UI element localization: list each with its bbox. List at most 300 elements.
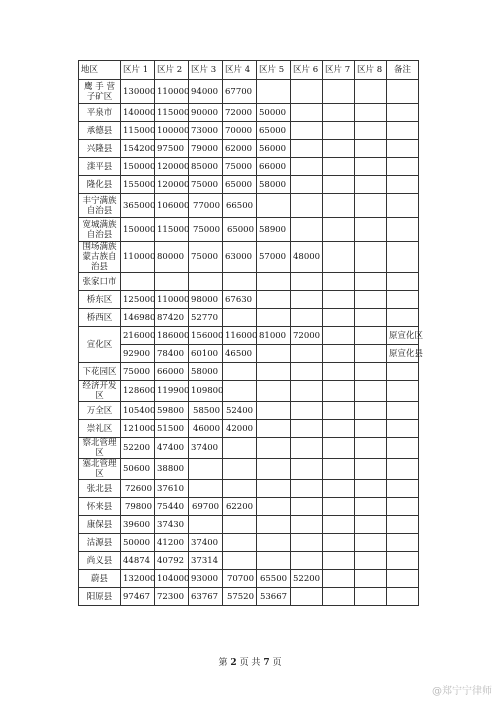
price-cell bbox=[355, 402, 387, 420]
price-cell bbox=[291, 420, 323, 438]
price-cell bbox=[291, 534, 323, 552]
note-cell bbox=[387, 122, 419, 140]
column-header: 区片 6 bbox=[291, 61, 323, 80]
note-cell bbox=[387, 158, 419, 176]
price-cell: 109800 bbox=[189, 381, 223, 402]
price-cell: 115000 bbox=[155, 218, 189, 242]
region-cell: 尚义县 bbox=[79, 552, 121, 570]
price-cell bbox=[323, 218, 355, 242]
price-cell bbox=[223, 438, 257, 459]
table-row bbox=[79, 140, 419, 158]
note-cell bbox=[387, 218, 419, 242]
price-cell bbox=[291, 516, 323, 534]
table-row bbox=[79, 552, 419, 570]
price-cell bbox=[355, 438, 387, 459]
price-cell bbox=[323, 516, 355, 534]
price-cell bbox=[223, 516, 257, 534]
price-cell bbox=[323, 194, 355, 218]
price-cell: 38800 bbox=[155, 459, 189, 480]
price-cell: 98000 bbox=[189, 291, 223, 309]
price-cell: 67700 bbox=[223, 80, 257, 104]
price-cell bbox=[189, 480, 223, 498]
region-cell: 丰宁满族 自治县 bbox=[79, 194, 121, 218]
note-cell bbox=[387, 291, 419, 309]
watermark-text: @郑宁宁律师 bbox=[432, 686, 492, 697]
note-cell bbox=[387, 80, 419, 104]
footer-page-number: 2 bbox=[230, 658, 237, 668]
price-cell: 37314 bbox=[189, 552, 223, 570]
price-cell bbox=[291, 552, 323, 570]
price-cell bbox=[223, 459, 257, 480]
table-row bbox=[79, 534, 419, 552]
note-cell bbox=[387, 309, 419, 327]
price-cell: 75000 bbox=[223, 158, 257, 176]
price-cell: 66500 bbox=[223, 194, 257, 218]
column-header: 区片 2 bbox=[155, 61, 189, 80]
price-cell bbox=[323, 588, 355, 606]
price-cell bbox=[291, 80, 323, 104]
price-cell bbox=[223, 534, 257, 552]
footer-total-pages: 7 bbox=[263, 658, 270, 668]
price-cell: 100000 bbox=[155, 122, 189, 140]
price-cell bbox=[323, 327, 355, 345]
price-cell: 66000 bbox=[257, 158, 291, 176]
price-cell bbox=[223, 480, 257, 498]
price-cell: 50600 bbox=[121, 459, 155, 480]
price-cell: 37400 bbox=[189, 438, 223, 459]
table-row bbox=[79, 516, 419, 534]
region-cell: 桥西区 bbox=[79, 309, 121, 327]
price-cell: 67630 bbox=[223, 291, 257, 309]
note-cell: 原宣化区 bbox=[387, 327, 419, 345]
region-cell: 沽源县 bbox=[79, 534, 121, 552]
table-row bbox=[79, 459, 419, 480]
region-cell: 阳原县 bbox=[79, 588, 121, 606]
price-cell bbox=[257, 345, 291, 363]
table-row bbox=[79, 309, 419, 327]
note-cell bbox=[387, 402, 419, 420]
region-cell: 下花园区 bbox=[79, 363, 121, 381]
price-cell bbox=[355, 242, 387, 273]
price-cell: 72000 bbox=[291, 327, 323, 345]
column-header: 区片 7 bbox=[323, 61, 355, 80]
price-cell: 48000 bbox=[291, 242, 323, 273]
note-cell bbox=[387, 588, 419, 606]
price-cell: 150000 bbox=[121, 218, 155, 242]
price-cell bbox=[323, 570, 355, 588]
price-cell bbox=[257, 309, 291, 327]
price-cell: 90000 bbox=[189, 104, 223, 122]
price-cell: 60100 bbox=[189, 345, 223, 363]
price-cell: 132000 bbox=[121, 570, 155, 588]
price-cell bbox=[291, 363, 323, 381]
region-cell: 兴隆县 bbox=[79, 140, 121, 158]
region-cell: 围场满族蒙古族自治县 bbox=[79, 242, 121, 273]
price-cell bbox=[323, 122, 355, 140]
price-cell bbox=[355, 309, 387, 327]
price-cell: 58000 bbox=[189, 363, 223, 381]
note-cell bbox=[387, 363, 419, 381]
price-cell: 62000 bbox=[223, 140, 257, 158]
price-cell: 65500 bbox=[257, 570, 291, 588]
price-cell bbox=[223, 273, 257, 291]
price-cell bbox=[257, 273, 291, 291]
region-cell: 鹰 手 营子矿区 bbox=[79, 80, 121, 104]
price-cell: 70700 bbox=[223, 570, 257, 588]
price-cell: 120000 bbox=[155, 158, 189, 176]
region-cell: 经济开发区 bbox=[79, 381, 121, 402]
region-cell: 蔚县 bbox=[79, 570, 121, 588]
region-cell: 承德县 bbox=[79, 122, 121, 140]
price-cell bbox=[223, 381, 257, 402]
footer-middle: 页 共 bbox=[239, 658, 261, 668]
note-cell bbox=[387, 516, 419, 534]
price-cell bbox=[291, 498, 323, 516]
price-cell bbox=[355, 80, 387, 104]
price-cell: 46500 bbox=[223, 345, 257, 363]
price-cell: 119900 bbox=[155, 381, 189, 402]
price-cell: 57520 bbox=[223, 588, 257, 606]
table-row bbox=[79, 122, 419, 140]
price-cell: 116000 bbox=[223, 327, 257, 345]
price-cell: 72000 bbox=[223, 104, 257, 122]
price-cell: 75440 bbox=[155, 498, 189, 516]
price-cell: 150000 bbox=[121, 158, 155, 176]
note-cell bbox=[387, 420, 419, 438]
price-cell: 87420 bbox=[155, 309, 189, 327]
price-cell: 52770 bbox=[189, 309, 223, 327]
price-cell bbox=[323, 363, 355, 381]
price-cell: 37610 bbox=[155, 480, 189, 498]
price-cell bbox=[355, 218, 387, 242]
table-row bbox=[79, 104, 419, 122]
price-cell: 154200 bbox=[121, 140, 155, 158]
region-cell: 滦平县 bbox=[79, 158, 121, 176]
price-cell bbox=[189, 516, 223, 534]
price-cell bbox=[291, 194, 323, 218]
price-cell: 120000 bbox=[155, 176, 189, 194]
price-cell bbox=[257, 552, 291, 570]
note-cell bbox=[387, 194, 419, 218]
price-cell bbox=[257, 498, 291, 516]
price-cell bbox=[291, 345, 323, 363]
price-cell: 146980 bbox=[121, 309, 155, 327]
price-cell bbox=[257, 80, 291, 104]
page-footer bbox=[0, 655, 500, 668]
price-cell bbox=[121, 273, 155, 291]
price-cell: 186000 bbox=[155, 327, 189, 345]
column-header: 区片 5 bbox=[257, 61, 291, 80]
price-cell: 156000 bbox=[189, 327, 223, 345]
price-cell bbox=[257, 459, 291, 480]
price-cell bbox=[323, 480, 355, 498]
price-cell bbox=[323, 140, 355, 158]
region-cell: 隆化县 bbox=[79, 176, 121, 194]
note-cell bbox=[387, 242, 419, 273]
price-cell bbox=[257, 291, 291, 309]
price-cell: 130000 bbox=[121, 80, 155, 104]
table-row bbox=[79, 194, 419, 218]
price-cell bbox=[323, 498, 355, 516]
price-cell: 128600 bbox=[121, 381, 155, 402]
price-cell: 81000 bbox=[257, 327, 291, 345]
table-row bbox=[79, 158, 419, 176]
note-cell bbox=[387, 438, 419, 459]
price-cell bbox=[257, 534, 291, 552]
price-cell bbox=[291, 381, 323, 402]
price-cell bbox=[355, 516, 387, 534]
price-cell: 59800 bbox=[155, 402, 189, 420]
table-row bbox=[79, 327, 419, 345]
price-cell bbox=[291, 459, 323, 480]
price-cell bbox=[355, 176, 387, 194]
price-cell: 39600 bbox=[121, 516, 155, 534]
price-cell bbox=[355, 104, 387, 122]
table-row bbox=[79, 80, 419, 104]
price-cell bbox=[257, 194, 291, 218]
price-cell: 85000 bbox=[189, 158, 223, 176]
region-cell: 张家口市 bbox=[79, 273, 121, 291]
price-cell bbox=[355, 273, 387, 291]
price-cell bbox=[355, 570, 387, 588]
column-header: 区片 3 bbox=[189, 61, 223, 80]
price-cell: 125000 bbox=[121, 291, 155, 309]
price-cell: 80000 bbox=[155, 242, 189, 273]
price-cell bbox=[355, 381, 387, 402]
footer-suffix: 页 bbox=[272, 658, 282, 668]
note-cell bbox=[387, 552, 419, 570]
column-header: 区片 4 bbox=[223, 61, 257, 80]
table-row bbox=[79, 345, 419, 363]
price-cell bbox=[291, 122, 323, 140]
price-cell bbox=[323, 104, 355, 122]
price-cell bbox=[223, 363, 257, 381]
price-cell: 57000 bbox=[257, 242, 291, 273]
table-row bbox=[79, 218, 419, 242]
price-cell bbox=[355, 552, 387, 570]
table-row bbox=[79, 176, 419, 194]
price-cell bbox=[355, 534, 387, 552]
price-cell: 115000 bbox=[121, 122, 155, 140]
note-cell bbox=[387, 140, 419, 158]
price-cell: 72300 bbox=[155, 588, 189, 606]
price-cell: 140000 bbox=[121, 104, 155, 122]
note-cell bbox=[387, 480, 419, 498]
price-cell: 53667 bbox=[257, 588, 291, 606]
price-cell: 365000 bbox=[121, 194, 155, 218]
region-cell: 察北管理区 bbox=[79, 438, 121, 459]
price-cell: 58900 bbox=[257, 218, 291, 242]
region-cell: 康保县 bbox=[79, 516, 121, 534]
price-cell bbox=[355, 459, 387, 480]
price-cell bbox=[257, 402, 291, 420]
price-cell bbox=[257, 480, 291, 498]
price-cell: 106000 bbox=[155, 194, 189, 218]
price-cell bbox=[355, 420, 387, 438]
price-cell: 75000 bbox=[189, 242, 223, 273]
price-cell: 66000 bbox=[155, 363, 189, 381]
price-cell: 110000 bbox=[155, 80, 189, 104]
price-cell: 65000 bbox=[223, 176, 257, 194]
price-cell: 92900 bbox=[121, 345, 155, 363]
price-cell bbox=[257, 381, 291, 402]
table-row bbox=[79, 480, 419, 498]
price-cell bbox=[323, 176, 355, 194]
price-cell bbox=[355, 345, 387, 363]
table-row bbox=[79, 498, 419, 516]
price-cell bbox=[323, 438, 355, 459]
note-cell bbox=[387, 459, 419, 480]
table-row bbox=[79, 363, 419, 381]
price-cell bbox=[323, 420, 355, 438]
footer-prefix: 第 bbox=[218, 658, 228, 668]
price-cell: 65000 bbox=[223, 218, 257, 242]
price-cell: 63000 bbox=[223, 242, 257, 273]
price-cell bbox=[291, 588, 323, 606]
price-cell: 155000 bbox=[121, 176, 155, 194]
price-cell bbox=[155, 273, 189, 291]
note-cell bbox=[387, 534, 419, 552]
price-cell bbox=[291, 480, 323, 498]
price-cell: 40792 bbox=[155, 552, 189, 570]
table-row bbox=[79, 273, 419, 291]
note-cell: 原宣化县 bbox=[387, 345, 419, 363]
price-cell bbox=[257, 438, 291, 459]
table-row bbox=[79, 570, 419, 588]
price-cell: 79800 bbox=[121, 498, 155, 516]
price-cell: 115000 bbox=[155, 104, 189, 122]
land-price-table-page bbox=[78, 60, 424, 606]
price-cell: 52400 bbox=[223, 402, 257, 420]
price-cell: 50000 bbox=[257, 104, 291, 122]
price-cell: 46000 bbox=[189, 420, 223, 438]
note-cell bbox=[387, 570, 419, 588]
table-row bbox=[79, 402, 419, 420]
table-row bbox=[79, 242, 419, 273]
price-cell: 110000 bbox=[155, 291, 189, 309]
price-cell bbox=[291, 309, 323, 327]
price-cell: 93000 bbox=[189, 570, 223, 588]
price-cell: 70000 bbox=[223, 122, 257, 140]
price-cell: 37430 bbox=[155, 516, 189, 534]
note-cell bbox=[387, 104, 419, 122]
price-cell bbox=[257, 363, 291, 381]
price-cell bbox=[323, 80, 355, 104]
column-header: 区片 1 bbox=[121, 61, 155, 80]
note-cell bbox=[387, 498, 419, 516]
price-cell bbox=[355, 122, 387, 140]
region-cell: 桥东区 bbox=[79, 291, 121, 309]
price-cell bbox=[355, 588, 387, 606]
price-cell bbox=[257, 516, 291, 534]
price-cell bbox=[223, 309, 257, 327]
price-cell bbox=[291, 218, 323, 242]
price-cell bbox=[323, 309, 355, 327]
price-cell bbox=[323, 273, 355, 291]
region-cell: 宣化区 bbox=[79, 327, 121, 363]
price-cell: 110000 bbox=[121, 242, 155, 273]
table-row bbox=[79, 588, 419, 606]
price-cell bbox=[291, 176, 323, 194]
price-cell: 72600 bbox=[121, 480, 155, 498]
price-cell: 58000 bbox=[257, 176, 291, 194]
price-cell bbox=[291, 273, 323, 291]
price-cell bbox=[323, 291, 355, 309]
price-cell bbox=[323, 534, 355, 552]
table-row bbox=[79, 438, 419, 459]
price-cell bbox=[291, 402, 323, 420]
region-cell: 怀来县 bbox=[79, 498, 121, 516]
price-cell bbox=[355, 291, 387, 309]
price-cell bbox=[223, 552, 257, 570]
note-cell bbox=[387, 273, 419, 291]
price-cell bbox=[355, 363, 387, 381]
region-cell: 张北县 bbox=[79, 480, 121, 498]
region-cell: 宽城满族 自治县 bbox=[79, 218, 121, 242]
price-cell bbox=[323, 402, 355, 420]
region-cell: 崇礼区 bbox=[79, 420, 121, 438]
price-cell bbox=[355, 480, 387, 498]
price-cell bbox=[291, 104, 323, 122]
table-row bbox=[79, 420, 419, 438]
price-cell: 52200 bbox=[121, 438, 155, 459]
column-header: 地区 bbox=[79, 61, 121, 80]
price-cell: 216000 bbox=[121, 327, 155, 345]
table-row bbox=[79, 291, 419, 309]
price-cell: 79000 bbox=[189, 140, 223, 158]
note-cell bbox=[387, 176, 419, 194]
price-cell: 97467 bbox=[121, 588, 155, 606]
price-cell bbox=[291, 158, 323, 176]
price-cell: 73000 bbox=[189, 122, 223, 140]
price-cell: 94000 bbox=[189, 80, 223, 104]
region-cell: 万全区 bbox=[79, 402, 121, 420]
price-cell: 37400 bbox=[189, 534, 223, 552]
price-cell: 75000 bbox=[121, 363, 155, 381]
price-cell: 50000 bbox=[121, 534, 155, 552]
price-cell: 105400 bbox=[121, 402, 155, 420]
price-cell: 77000 bbox=[189, 194, 223, 218]
price-cell: 44874 bbox=[121, 552, 155, 570]
price-cell bbox=[323, 242, 355, 273]
price-cell: 121000 bbox=[121, 420, 155, 438]
table-header-row bbox=[79, 61, 419, 80]
price-cell bbox=[355, 158, 387, 176]
price-cell bbox=[189, 273, 223, 291]
price-cell bbox=[323, 381, 355, 402]
column-header: 备注 bbox=[387, 61, 419, 80]
price-cell bbox=[323, 158, 355, 176]
price-cell: 75000 bbox=[189, 176, 223, 194]
price-cell bbox=[189, 459, 223, 480]
price-cell bbox=[323, 345, 355, 363]
price-cell bbox=[355, 140, 387, 158]
price-cell: 78400 bbox=[155, 345, 189, 363]
price-cell: 58500 bbox=[189, 402, 223, 420]
price-cell bbox=[291, 291, 323, 309]
note-cell bbox=[387, 381, 419, 402]
price-cell: 42000 bbox=[223, 420, 257, 438]
price-cell: 47400 bbox=[155, 438, 189, 459]
price-cell: 69700 bbox=[189, 498, 223, 516]
column-header: 区片 8 bbox=[355, 61, 387, 80]
price-cell: 63767 bbox=[189, 588, 223, 606]
region-cell: 塞北管理区 bbox=[79, 459, 121, 480]
price-cell bbox=[291, 140, 323, 158]
price-cell bbox=[355, 194, 387, 218]
region-cell: 平泉市 bbox=[79, 104, 121, 122]
table-row bbox=[79, 381, 419, 402]
